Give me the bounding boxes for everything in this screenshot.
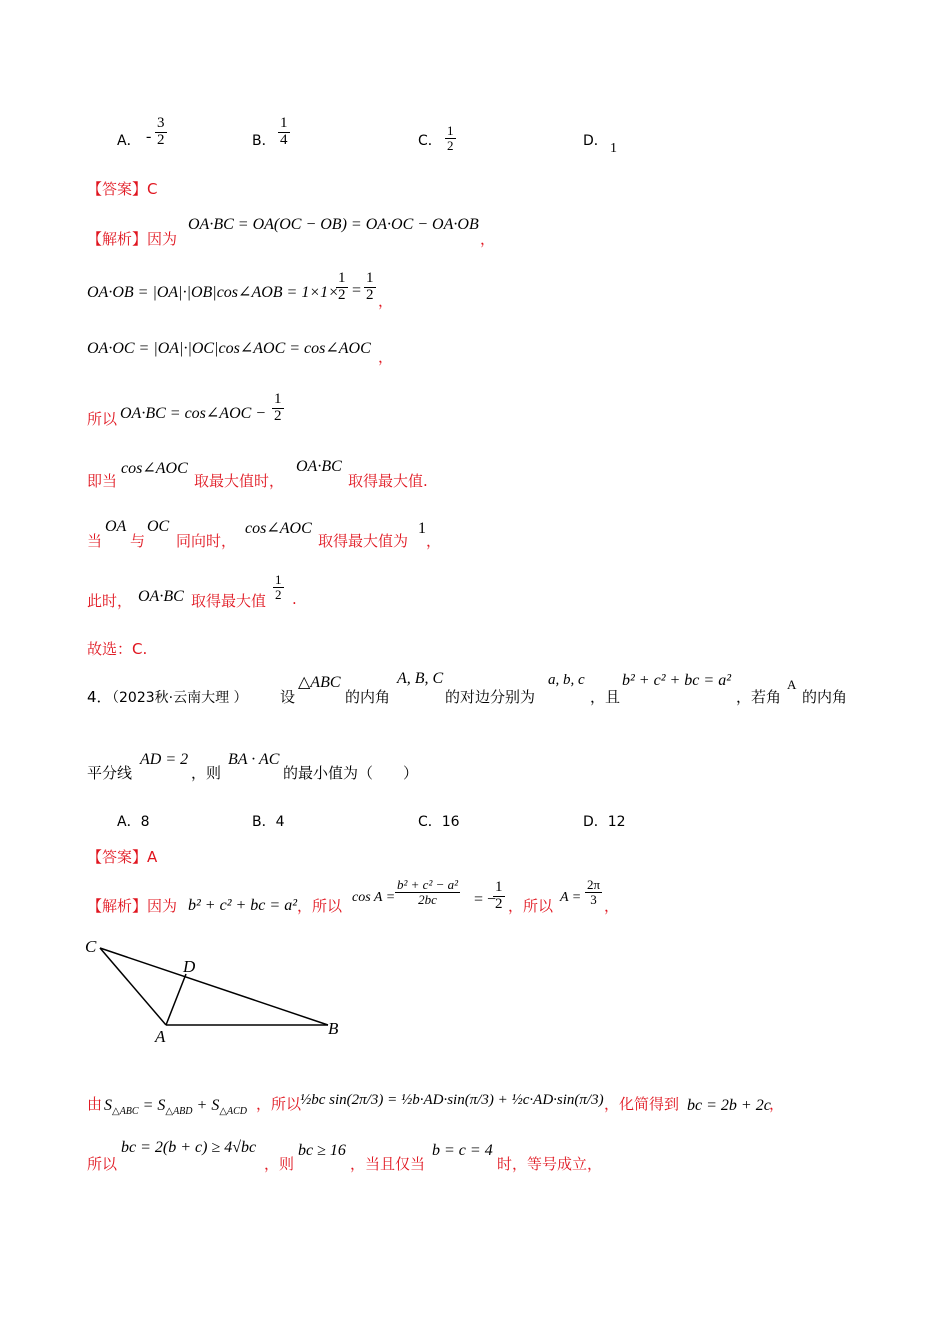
q4-simplify: ，化简得到 [604,1095,680,1113]
q4-so1: ，所以 [297,897,343,915]
q4-condition: b² + c² + bc = a² [622,672,731,689]
q4-angles: A, B, C [397,670,444,687]
q3-eq2-frac1: $\frac{1}{2}$ [338,270,346,303]
q3-choose: 故选：C. [87,640,148,658]
q3-so: 所以 [87,410,118,428]
q4-so2: ，所以 [508,897,554,915]
comma: ， [769,1095,785,1113]
q4-bc4: b = c = 4 [432,1142,493,1159]
vertex-b-label: B [328,1019,339,1038]
q3-analysis-line1: 【解析】因为 [87,230,178,248]
q4-cond2: b² + c² + bc = a² [188,897,297,914]
q3-max-is: 取得最大值为 [318,532,409,550]
q3-option-d-value: 1 [610,141,617,156]
q4-triangle: △ABC [298,674,341,691]
q4-bc-eq: bc = 2b + 2c [687,1097,771,1114]
q4-cos-frac: $\frac{\text{b² + c² − a²}}{2bc}$ [397,877,459,907]
q3-option-b-fraction: $\frac{1}{4}$ [280,115,288,148]
edge-cb [100,948,328,1025]
comma: ， [378,348,394,366]
q4-option-a: A．8 [117,814,150,830]
q3-one: 1 [418,520,426,537]
vertex-a-label: A [155,1027,166,1046]
q3-dang: 当 [87,532,103,550]
q4-iff: ，当且仅当 [350,1155,426,1173]
q3-max-val: 取得最大值 [191,592,267,610]
q4-by: 由 [87,1095,103,1113]
q4-answer: 【答案】A [87,848,158,866]
q4-ad: AD = 2 [140,751,189,768]
q4-angle-a: A [787,677,797,692]
q3-when-end: 取得最大值. [348,472,428,490]
q3-option-a-fraction: $\frac{3}{2}$ [157,115,165,148]
q4-A-frac: $\frac{2\pi}{3}$ [587,877,601,907]
q3-eq2-frac2: $\frac{1}{2}$ [366,270,374,303]
q3-eq3: OA·OC = |OA|·|OC|cos∠AOC = cos∠AOC [87,340,371,357]
edge-ad [166,974,186,1025]
comma: ， [480,230,496,248]
q3-yu: 与 [130,532,146,550]
comma: ， [604,897,620,915]
q4-ba-ac: BA · AC [228,751,280,768]
q3-cos-aoc: cos∠AOC [121,460,188,477]
q4-ineq: bc = 2(b + c) ≥ 4√bc [121,1139,257,1156]
q3-when-prefix: 即当 [87,472,118,490]
q3-oabc: OA·BC [296,458,342,475]
q4-min-q: 的最小值为（ ） [283,764,419,782]
q3-oabc-2: OA·BC [138,588,184,605]
q3-now: 此时， [87,592,133,610]
q3-same-dir: 同向时， [176,532,237,550]
triangle-figure [82,934,352,1046]
vertex-c-label: C [85,937,97,956]
q4-analysis-line1: 【解析】因为 [87,897,178,915]
q3-eq4: OA·BC = cos∠AOC − [120,405,267,422]
q4-bisector: 平分线 [87,764,133,782]
q4-cos-res-frac: $\frac{1}{2}$ [495,879,503,912]
q3-answer: 【答案】C [87,180,158,198]
q3-eq1: OA·BC = OA(OC − OB) = OA·OC − OA·OB [188,216,479,233]
q4-option-d: D．12 [583,814,626,830]
q4-bc16: bc ≥ 16 [298,1142,346,1159]
q3-max-frac: $\frac{1}{2}$ [275,572,282,602]
q4-sides: a, b, c [548,672,585,688]
q3-option-d: D． [583,133,608,149]
q4-option-b: B．4 [252,814,285,830]
q3-eq4-frac: $\frac{1}{2}$ [274,391,282,424]
q4-number: 4． [87,688,112,706]
q3-when-mid: 取最大值时， [194,472,285,490]
q4-then2: ，则 [264,1155,295,1173]
q3-period: . [292,590,297,608]
vertex-d-label: D [183,957,196,976]
q3-option-c: C． [418,133,442,149]
comma: ， [426,532,442,550]
q4-so3: ，所以 [256,1095,302,1113]
q3-eq2-equals: = [352,282,362,299]
q4-inner-angle2: 的内角 [802,688,848,706]
q4-she: 设 [280,688,296,706]
q3-option-b: B． [252,133,276,149]
q4-cosA: cos A = [352,890,396,905]
q3-option-a [117,130,141,150]
q4-source: （2023秋·云南大理 ） [105,690,248,706]
q3-oa: OA [105,518,127,535]
q4-opposite: 的对边分别为 [445,688,536,706]
q4-A-eq: A = [560,890,582,905]
q4-eq-holds: 时，等号成立， [497,1155,603,1173]
q4-and: ，且 [590,688,621,706]
q4-inner-angle: 的内角 [345,688,391,706]
option-label: A． [117,133,141,149]
q4-area-eq: $S_{\triangle ABC} = S_{\triangle ABD} + S_{\triangle ACD}$ [104,1097,248,1117]
q3-eq2: OA·OB = |OA|·|OB|cos∠AOB = 1×1× [87,284,339,301]
q4-eq-neg: = − [474,891,497,908]
q4-option-c: C．16 [418,814,460,830]
q3-oc: OC [147,518,170,535]
q3-cos-aoc-2: cos∠AOC [245,520,312,537]
comma: ， [378,292,394,310]
q4-area-expand: ½bc sin(2π/3) = ½b·AD·sin(π/3) + ½c·AD·sin(π/3) [300,1092,604,1108]
q4-if-angle: ，若角 [736,688,782,706]
q4-so4: 所以 [87,1155,118,1173]
q4-then: ，则 [191,764,222,782]
q3-option-a-sign: - [146,128,152,145]
q3-option-c-fraction: $\frac{1}{2}$ [447,123,454,153]
